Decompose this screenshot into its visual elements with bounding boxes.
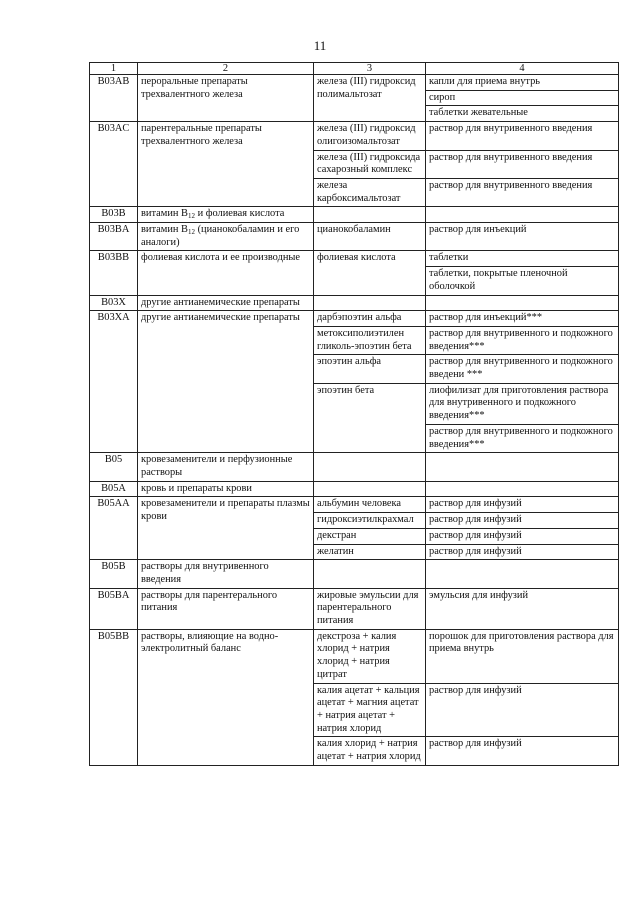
drug-name: эпоэтин альфа <box>314 355 426 383</box>
group-name: другие антианемические препараты <box>138 311 314 453</box>
dosage-forms <box>426 629 619 683</box>
atc-code: B05BA <box>90 588 138 629</box>
group-name: растворы для парентерального питания <box>138 588 314 629</box>
drug-name: железа (III) гидроксид полимальтозат <box>314 75 426 122</box>
dosage-forms <box>426 683 619 737</box>
dosage-forms <box>426 75 619 122</box>
table-row <box>90 122 619 150</box>
table-row <box>90 588 619 629</box>
group-name: кровезаменители и перфузионные растворы <box>138 453 314 481</box>
group-name: парентеральные препараты трехвалентного железа <box>138 122 314 207</box>
drug-name: калия ацетат + кальция ацетат + магния ацетат + натрия ацетат + натрия хлорид <box>314 683 426 737</box>
atc-code: B03AB <box>90 75 138 122</box>
group-name: растворы для внутривенного введения <box>138 560 314 588</box>
group-name: фолиевая кислота и ее производные <box>138 251 314 295</box>
table-row <box>90 75 619 122</box>
dosage-forms <box>426 560 619 588</box>
drug-name: декстран <box>314 528 426 544</box>
atc-code: B03B <box>90 207 138 223</box>
dosage-forms <box>426 453 619 481</box>
drug-name: альбумин человека <box>314 497 426 513</box>
table-row <box>90 223 619 251</box>
dosage-forms <box>426 588 619 629</box>
dosage-forms <box>426 544 619 560</box>
header-row <box>90 63 619 75</box>
dosage-form: раствор для инфузий <box>429 684 522 696</box>
header-cell: 1 <box>90 63 138 75</box>
atc-code: B03BB <box>90 251 138 295</box>
dosage-forms <box>426 251 619 295</box>
header-cell: 4 <box>426 63 619 75</box>
dosage-forms <box>426 207 619 223</box>
drug-name: железа (III) гидроксида сахарозный комплекс <box>314 150 426 178</box>
drug-name: декстроза + калия хлорид + натрия хлорид + натрия цитрат <box>314 629 426 683</box>
drug-table <box>89 62 619 766</box>
group-name: кровь и препараты крови <box>138 481 314 497</box>
drug-name: метоксиполиэтилен гликоль-эпоэтин бета <box>314 326 426 354</box>
dosage-form: раствор для внутривенного и подкожного введения*** <box>426 424 618 451</box>
dosage-form: капли для приема внутрь <box>429 76 541 87</box>
dosage-form: раствор для инфузий <box>429 498 522 510</box>
dosage-forms <box>426 295 619 311</box>
dosage-form: эмульсия для инфузий <box>429 589 529 601</box>
dosage-forms <box>426 497 619 513</box>
atc-code: B03BA <box>90 223 138 251</box>
dosage-form: раствор для внутривенного и подкожного введени *** <box>429 356 613 381</box>
atc-code: B05AA <box>90 497 138 560</box>
dosage-form: таблетки <box>429 252 469 264</box>
group-name <box>138 223 314 251</box>
table-row <box>90 497 619 513</box>
drug-name <box>314 481 426 497</box>
table-row <box>90 295 619 311</box>
group-name-post: и фолиевая кислота <box>194 208 285 220</box>
drug-name: железа (III) гидроксид олигоизомальтозат <box>314 122 426 150</box>
table-row <box>90 560 619 588</box>
atc-code: B05BB <box>90 629 138 765</box>
drug-name: гидроксиэтилкрахмал <box>314 513 426 529</box>
group-name-sub: 12 <box>187 228 195 237</box>
dosage-form: раствор для внутривенного введения <box>429 123 593 135</box>
dosage-form: раствор для инъекций <box>429 224 527 236</box>
atc-code: B05 <box>90 453 138 481</box>
table-row <box>90 311 619 327</box>
drug-name: железа карбоксимальтозат <box>314 178 426 206</box>
dosage-forms <box>426 150 619 178</box>
group-name: кровезаменители и препараты плазмы крови <box>138 497 314 560</box>
dosage-form: раствор для инфузий <box>429 514 522 526</box>
dosage-forms <box>426 481 619 497</box>
atc-code: B03XA <box>90 311 138 453</box>
dosage-form: раствор для внутривенного введения <box>429 151 593 163</box>
dosage-forms <box>426 122 619 150</box>
dosage-form: раствор для инфузий <box>429 738 522 750</box>
drug-name <box>314 453 426 481</box>
drug-name: фолиевая кислота <box>314 251 426 295</box>
dosage-forms <box>426 513 619 529</box>
dosage-forms <box>426 383 619 453</box>
dosage-form: раствор для инфузий <box>429 529 522 541</box>
drug-name <box>314 207 426 223</box>
dosage-form: таблетки жевательные <box>426 105 618 120</box>
drug-name <box>314 560 426 588</box>
drug-name: калия хлорид + натрия ацетат + натрия хлорид <box>314 737 426 765</box>
dosage-form: таблетки, покрытые пленочной оболочкой <box>426 266 618 293</box>
dosage-forms <box>426 311 619 327</box>
header-cell: 3 <box>314 63 426 75</box>
atc-code: B03AC <box>90 122 138 207</box>
group-name-pre: витамин B <box>141 208 188 220</box>
dosage-forms <box>426 223 619 251</box>
dosage-form: раствор для внутривенного и подкожного введения*** <box>429 327 613 352</box>
dosage-form: раствор для инъекций*** <box>429 312 543 324</box>
dosage-forms <box>426 178 619 206</box>
group-name-sub: 12 <box>187 212 195 221</box>
drug-name: желатин <box>314 544 426 560</box>
drug-name: дарбэпоэтин альфа <box>314 311 426 327</box>
table-row <box>90 629 619 683</box>
atc-code: B03X <box>90 295 138 311</box>
dosage-form: раствор для инфузий <box>429 545 522 557</box>
group-name-pre: витамин B <box>141 224 188 236</box>
table-row <box>90 481 619 497</box>
drug-name: эпоэтин бета <box>314 383 426 453</box>
dosage-forms <box>426 737 619 765</box>
header-cell: 2 <box>138 63 314 75</box>
dosage-forms <box>426 355 619 383</box>
group-name-post: (цианокобаламин и его аналоги) <box>141 224 300 248</box>
dosage-form: раствор для внутривенного введения <box>429 179 593 191</box>
drug-name: жировые эмульсии для парентерального питания <box>314 588 426 629</box>
page-number: 11 <box>313 38 327 53</box>
dosage-form: сироп <box>426 90 618 105</box>
group-name: другие антианемические препараты <box>138 295 314 311</box>
dosage-form: порошок для приготовления раствора для приема внутрь <box>429 630 614 655</box>
drug-name <box>314 295 426 311</box>
group-name <box>138 207 314 223</box>
table-row <box>90 251 619 295</box>
drug-name: цианокобаламин <box>314 223 426 251</box>
table-row <box>90 207 619 223</box>
dosage-form: лиофилизат для приготовления раствора для внутривенного и подкожного введения*** <box>429 384 609 422</box>
table-row <box>90 453 619 481</box>
group-name: пероральные препараты трехвалентного железа <box>138 75 314 122</box>
dosage-forms <box>426 326 619 354</box>
atc-code: B05B <box>90 560 138 588</box>
group-name: растворы, влияющие на водно-электролитный баланс <box>138 629 314 765</box>
atc-code: B05A <box>90 481 138 497</box>
dosage-forms <box>426 528 619 544</box>
